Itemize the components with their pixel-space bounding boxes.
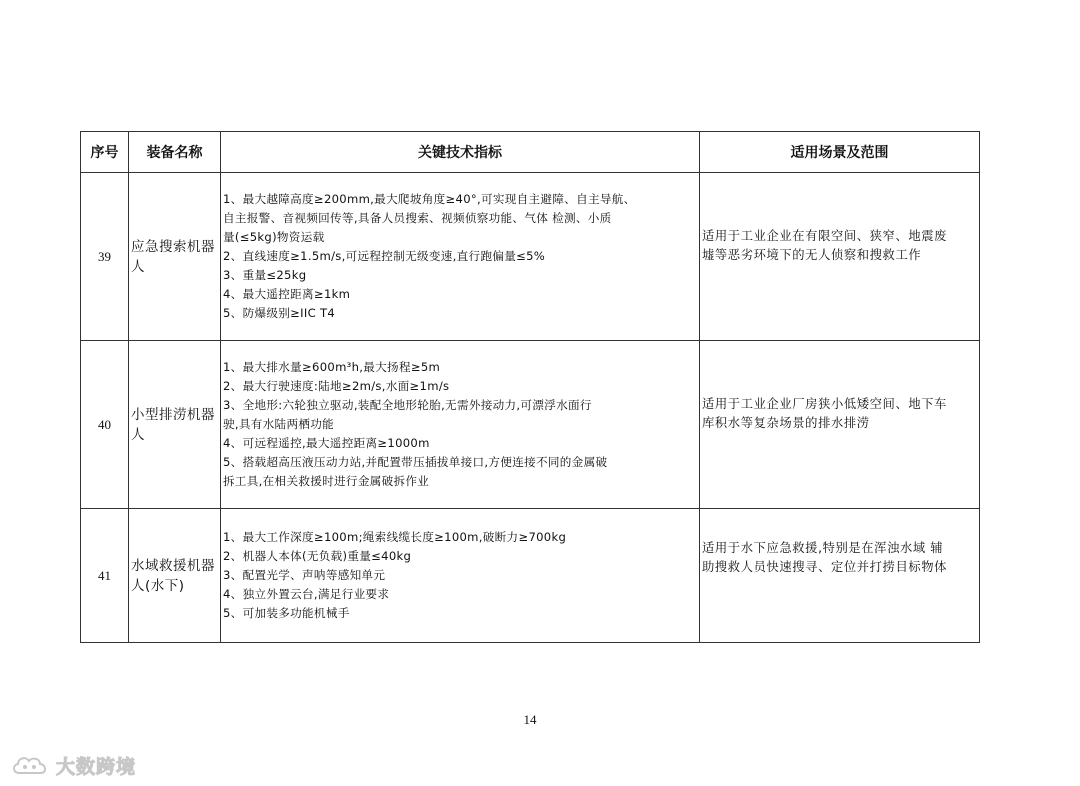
scope-line: 墟等恶劣环境下的无人侦察和搜救工作: [702, 247, 922, 262]
equipment-name-line: 人: [131, 258, 145, 275]
watermark: [10, 752, 136, 779]
spec-line: 1、最大工作深度≥100m;绳索线缆长度≥100m,破断力≥700kg: [223, 530, 567, 544]
header-application-scope: 适用场景及范围: [700, 132, 980, 173]
table-row: [81, 173, 980, 341]
row-key-specs: [221, 173, 700, 341]
equipment-name-line: 小型排涝机器: [131, 406, 215, 423]
page-number: 14: [523, 712, 537, 727]
header-equipment-name: 装备名称: [129, 132, 221, 173]
spec-line: 5、可加装多功能机械手: [223, 606, 350, 620]
equipment-name-line: 应急搜索机器: [131, 238, 215, 255]
spec-line: 4、最大遥控距离≥1km: [223, 287, 351, 301]
scope-line: 适用于工业企业在有限空间、狭窄、地震废: [702, 228, 948, 243]
header-key-specs: 关键技术指标: [221, 132, 700, 173]
spec-line: 2、直线速度≥1.5m/s,可远程控制无级变速,直行跑偏量≤5%: [223, 249, 546, 263]
row-application-scope: [700, 341, 980, 509]
row-key-specs: [221, 509, 700, 643]
spec-line: 5、防爆级别≥IIC T4: [223, 306, 336, 320]
row-equipment-name: [129, 173, 221, 341]
row-serial-number: 41: [81, 509, 129, 643]
spec-line: 2、最大行驶速度:陆地≥2m/s,水面≥1m/s: [223, 379, 450, 393]
scope-line: 适用于工业企业厂房狭小低矮空间、地下车: [702, 396, 948, 411]
row-equipment-name: [129, 509, 221, 643]
row-serial-number: 40: [81, 341, 129, 509]
watermark-text: 大数跨境: [56, 756, 137, 778]
spec-line: 量(≤5kg)物资运载: [223, 230, 325, 244]
table-row: [81, 509, 980, 643]
table-row: [81, 341, 980, 509]
equipment-name-line: 人(水下): [131, 577, 185, 594]
spec-line: 3、配置光学、声呐等感知单元: [223, 568, 386, 582]
equipment-name-line: 人: [131, 426, 145, 443]
spec-line: 5、搭载超高压液压动力站,并配置带压插拔单接口,方便连接不同的金属破: [223, 455, 608, 469]
spec-line: 驶,具有水陆两栖功能: [223, 417, 335, 431]
row-equipment-name: [129, 341, 221, 509]
row-application-scope: [700, 173, 980, 341]
spec-line: 自主报警、音视频回传等,具备人员搜索、视频侦察功能、气体 检测、小质: [223, 211, 612, 225]
row-key-specs: [221, 341, 700, 509]
equipment-name-line: 水域救援机器: [131, 557, 215, 574]
spec-line: 1、最大排水量≥600m³h,最大扬程≥5m: [223, 360, 441, 374]
row-serial-number: 39: [81, 173, 129, 341]
scope-line: 助搜救人员快速搜寻、定位并打捞目标物体: [702, 559, 948, 574]
spec-line: 4、独立外置云台,满足行业要求: [223, 587, 390, 601]
table-header-row: [81, 132, 980, 173]
spec-line: 3、全地形:六轮独立驱动,装配全地形轮胎,无需外接动力,可漂浮水面行: [223, 398, 592, 412]
equipment-table: [80, 131, 980, 643]
header-serial-number: 序号: [81, 132, 129, 173]
row-application-scope: [700, 509, 980, 643]
spec-line: 4、可远程遥控,最大遥控距离≥1000m: [223, 436, 430, 450]
spec-line: 2、机器人本体(无负载)重量≤40kg: [223, 549, 412, 563]
spec-line: 3、重量≤25kg: [223, 268, 307, 282]
cloud-logo-icon: [10, 753, 50, 779]
spec-line: 拆工具,在相关救援时进行金属破拆作业: [223, 474, 430, 488]
spec-line: 1、最大越障高度≥200mm,最大爬坡角度≥40°,可实现自主避障、自主导航、: [223, 192, 636, 206]
scope-line: 适用于水下应急救援,特别是在浑浊水域 辅: [702, 540, 944, 555]
scope-line: 库积水等复杂场景的排水排涝: [702, 415, 870, 430]
